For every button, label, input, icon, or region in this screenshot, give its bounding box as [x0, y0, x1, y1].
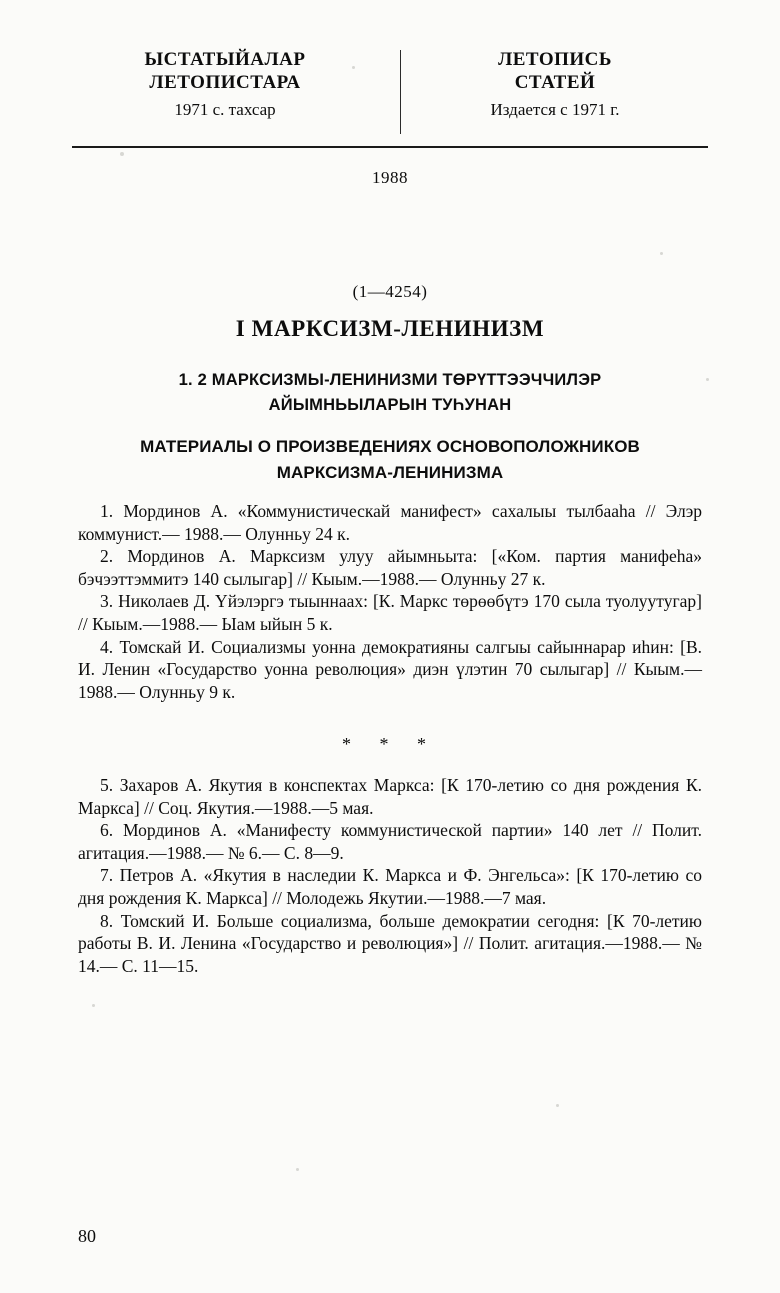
- list-item: 6. Мординов А. «Манифесту коммунистической партии» 140 лет // Полит. агитация.—1988.— № 6.— С. 8—9.: [78, 820, 702, 863]
- list-item: 2. Мординов А. Марксизм улуу айымньыта: [«Ком. партия манифеһа» бэчээттэммитэ 140 сылыгар] // Кыым.—1988.— Олунньу 27 к.: [78, 546, 702, 589]
- section-heading: I МАРКСИЗМ-ЛЕНИНИЗМ: [235, 316, 545, 341]
- list-item: 3. Николаев Д. Үйэлэргэ тыыннаах: [К. Маркс төрөөбүтэ 170 сыла туолуутугар] // Кыым.—1988.— Ыам ыйын 5 к.: [78, 591, 702, 634]
- subsection-heading-sakha-line1: 1. 2 МАРКСИЗМЫ-ЛЕНИНИЗМИ ТӨРҮТТЭЭЧЧИЛЭР: [178, 371, 602, 389]
- scan-speck: [120, 152, 124, 156]
- scan-speck: [296, 1168, 299, 1171]
- masthead-left-title-line2: ЛЕТОПИСТАРА: [149, 72, 301, 93]
- masthead-left-subtitle: 1971 с. тахсар: [174, 100, 276, 119]
- subsection-heading-russian-line1: МАТЕРИАЛЫ О ПРОИЗВЕДЕНИЯХ ОСНОВОПОЛОЖНИКОВ: [140, 437, 640, 456]
- masthead-rule: [72, 146, 708, 148]
- masthead-divider: [400, 50, 401, 134]
- scan-speck: [660, 252, 663, 255]
- masthead-left-title-line1: ЫСТАТЫЙАЛАР: [144, 49, 306, 70]
- scan-speck: [352, 66, 355, 69]
- record-range: (1—4254): [352, 282, 428, 301]
- subsection-heading-russian-line2: МАРКСИЗМА-ЛЕНИНИЗМА: [276, 463, 504, 482]
- entry-list-sakha: [78, 500, 702, 703]
- list-item: 5. Захаров А. Якутия в конспектах Маркса: [К 170-летию со дня рождения К. Маркса] // Соц. Якутия.—1988.—5 мая.: [78, 775, 702, 818]
- masthead-left: [78, 48, 390, 134]
- subsection-heading-russian: [70, 434, 710, 486]
- section-separator: * * *: [342, 734, 438, 754]
- page-number: 80: [78, 1226, 96, 1246]
- list-item: 4. Томскай И. Социализмы уонна демократияны салгыы сайыннарар иһин: [В. И. Ленин «Государство уонна революция» диэн үлэтин 70 сылыгар] // Кыым.—1988.— Олунньу 9 к.: [78, 636, 702, 702]
- scan-speck: [556, 1104, 559, 1107]
- masthead: [78, 48, 702, 134]
- list-item: 8. Томский И. Больше социализма, больше демократии сегодня: [К 70-летию работы В. И. Ленина «Государство и революция»] // Полит. агитация.—1988.— № 14.— С. 11—15.: [78, 910, 702, 976]
- scan-speck: [92, 1004, 95, 1007]
- list-item: 7. Петров А. «Якутия в наследии К. Маркса и Ф. Энгельса»: [К 170-летию со дня рождения К. Маркса] // Молодежь Якутии.—1988.—7 мая.: [78, 865, 702, 908]
- masthead-right: [390, 48, 702, 134]
- list-item: 1. Мординов А. «Коммунистическай манифест» сахалыы тылбааһа // Элэр коммунист.— 1988.— Олунньу 24 к.: [78, 501, 702, 544]
- subsection-heading-sakha-line2: АЙЫМНЬЫЛАРЫН ТУҺУНАН: [268, 396, 512, 414]
- scan-speck: [706, 378, 709, 381]
- masthead-right-title-line1: ЛЕТОПИСЬ: [498, 49, 612, 70]
- subsection-heading-sakha: [90, 368, 690, 418]
- issue-year: 1988: [372, 168, 408, 187]
- masthead-right-subtitle: Издается с 1971 г.: [490, 100, 620, 119]
- entry-list-russian: [78, 774, 702, 977]
- masthead-right-title-line2: СТАТЕЙ: [514, 72, 596, 93]
